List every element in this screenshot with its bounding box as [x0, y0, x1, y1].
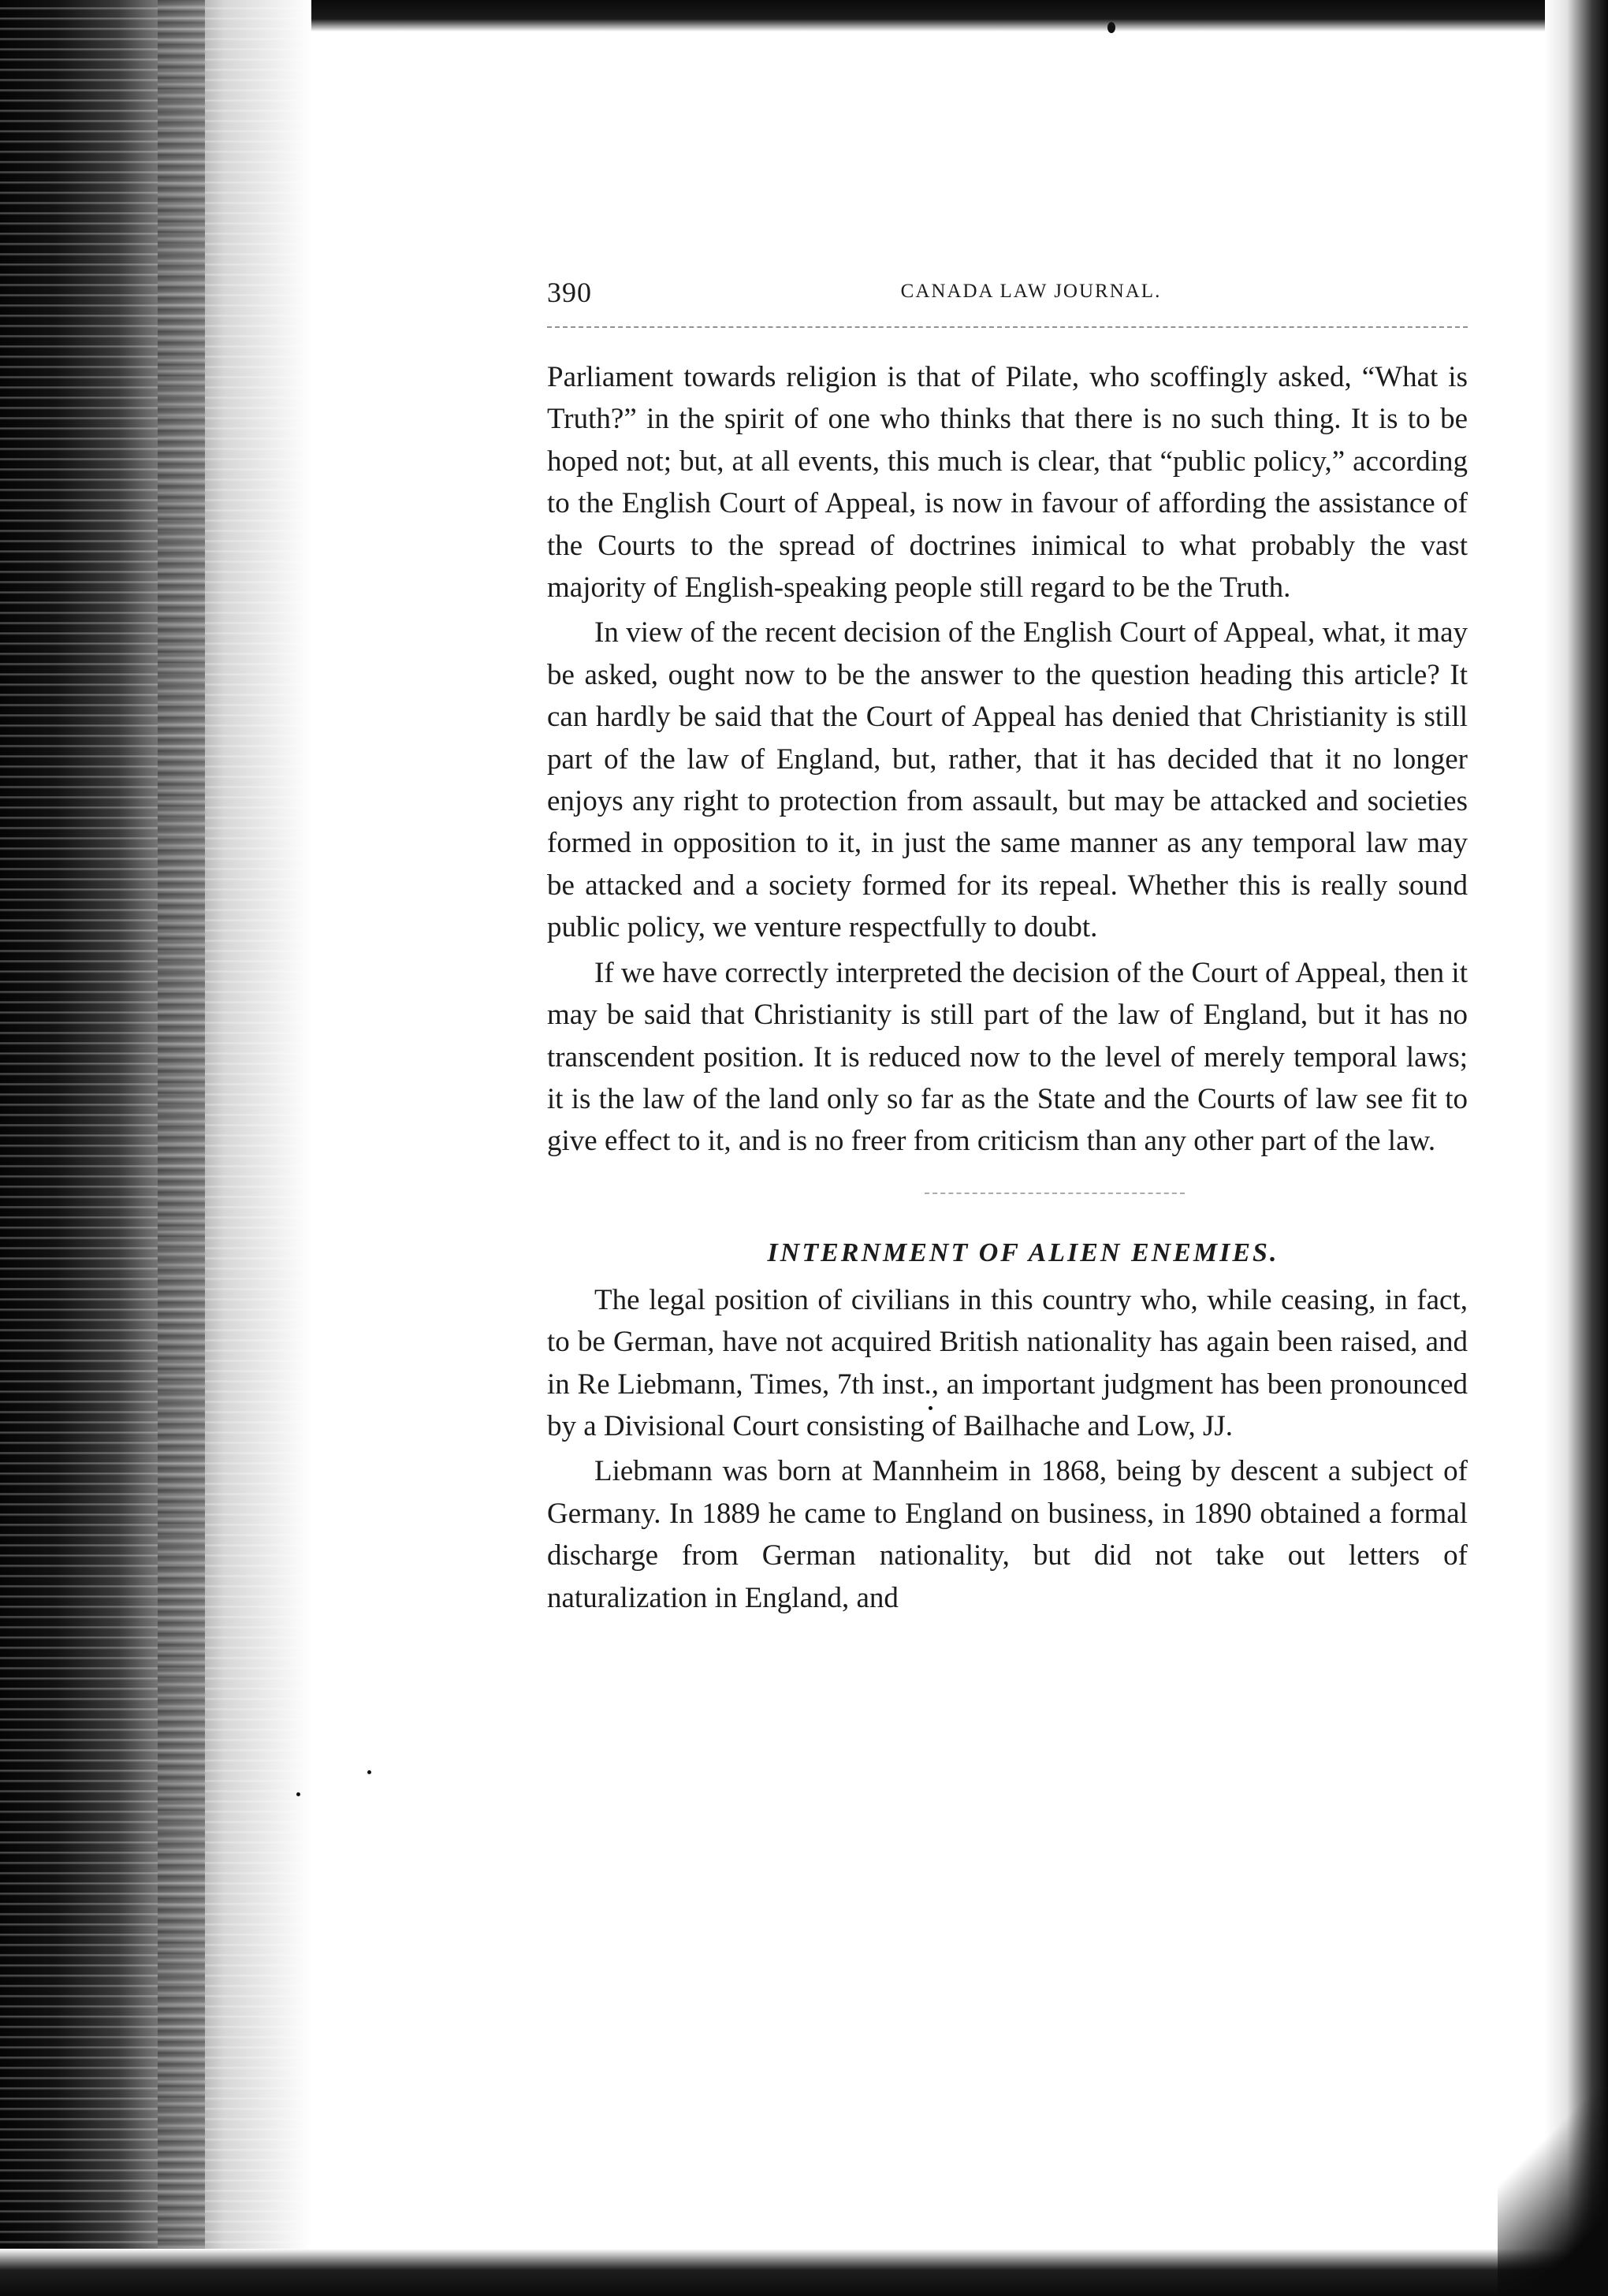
body-paragraph: In view of the recent decision of the English Court of Appeal, what, it may be asked, ought now to be the answer to the question heading this article? It can hardly be said that the Court of Appeal has denied that Christianity is still part of the law of England, but, rather, that it has decided that it no longer enjoys any right to protection from assault, but may be attacked and societies formed in opposition to it, in just the same manner as any temporal law may be attacked and a society formed for its repeal. Whether this is really sound public policy, we venture respectfully to doubt. [547, 616, 1468, 944]
scan-speck [296, 1792, 300, 1796]
section-heading: INTERNMENT OF ALIEN ENEMIES. [767, 1237, 1279, 1267]
journal-title: CANADA LAW JOURNAL. [900, 281, 1162, 302]
scan-border-bottom [0, 2249, 1608, 2296]
scan-speck [367, 1770, 371, 1774]
document-page [547, 268, 1468, 1619]
running-header [547, 268, 1468, 315]
page-number: 390 [547, 277, 592, 308]
section-divider [925, 1193, 1185, 1194]
scan-corner-shadow [1498, 2091, 1608, 2296]
body-paragraph: If we have correctly interpreted the decision of the Court of Appeal, then it may be said that Christianity is still part of the law of England, but it has no transcendent position. It is reduced now to the level of merely temporal laws; it is the law of the land only so far as the State and the Courts of law see fit to give effect to it, and is no freer from criticism than any other part of the law. [547, 956, 1468, 1158]
scan-speck [1107, 22, 1115, 33]
body-paragraph: The legal position of civilians in this country who, while ceasing, in fact, to be German, have not acquired British nationality has again been raised, and in Re Liebmann, Times, 7th inst., an important judgment has been pronounced by a Divisional Court consisting of Bailhache and Low, JJ. [547, 1283, 1468, 1442]
scan-border-right [1545, 0, 1608, 2296]
body-paragraph: Parliament towards religion is that of Pilate, who scoffingly asked, “What is Truth?” in the spirit of one who thinks that there is no such thing. It is to be hoped not; but, at all events, this much is clear, that “public policy,” according to the English Court of Appeal, is now in favour of affording the assistance of the Courts to the spread of doctrines inimical to what probably the vast majority of English-speaking people still regard to be the Truth. [547, 361, 1468, 605]
book-spine-shadow [158, 0, 205, 2296]
body-paragraph: Liebmann was born at Mannheim in 1868, being by descent a subject of Germany. In 1889 he came to England on business, in 1890 obtained a formal discharge from German nationality, but did not take out letters of naturalization in England, and [547, 1455, 1468, 1614]
header-rule [547, 326, 1468, 328]
scan-border-left [0, 0, 311, 2296]
